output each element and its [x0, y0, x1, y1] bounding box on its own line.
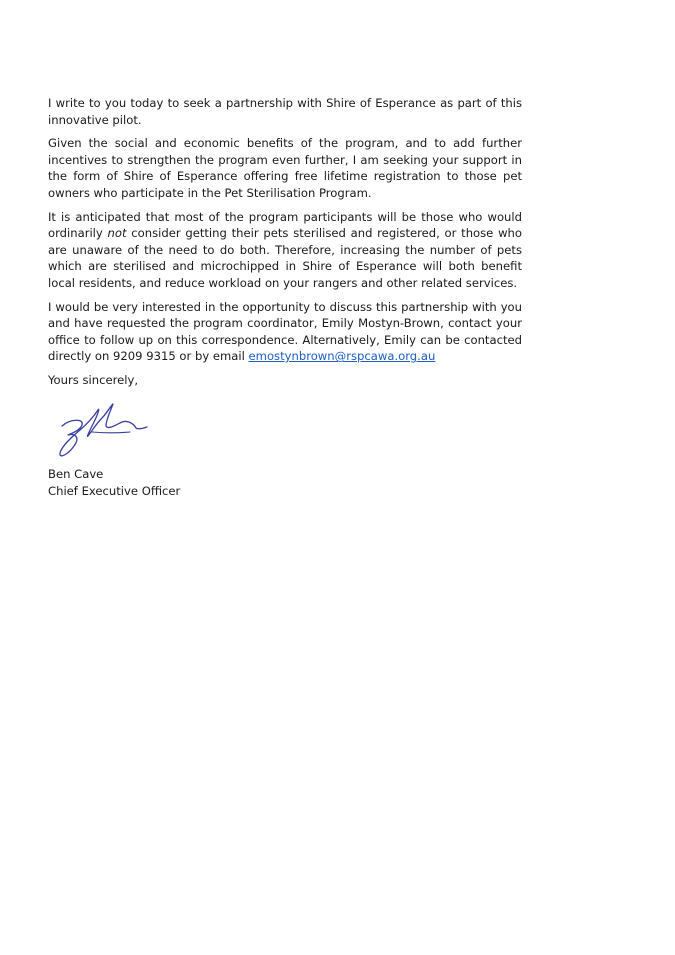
paragraph-3-start: It is anticipated that most of the program participants will be those who would ordinarily — [48, 209, 522, 241]
paragraph-contact — [48, 299, 522, 365]
paragraph-anticipated-participants — [48, 209, 522, 292]
signatory-block — [48, 466, 180, 499]
paragraph-3-end: consider getting their pets sterilised and registered, or those who are unaware of the need to do both. Therefore, increasing the number of pets which are sterilised and microchipped in Shire of Esperance will both benefit local residents, and reduce workload on your rangers and other related services. — [48, 226, 522, 290]
signature-icon — [52, 400, 152, 462]
closing-salutation: Yours sincerely, — [48, 372, 139, 387]
letter-body — [48, 95, 522, 389]
signatory-title: Chief Executive Officer — [48, 483, 181, 498]
paragraph-4-text: I would be very interested in the opportunity to discuss this partnership with you and have requested the program coordinator, Emily Mostyn-Brown, contact your office to follow up on this correspondence. Alternatively, Emily can be contacted directly on 9209 9315 or by email — [48, 299, 522, 364]
paragraph-intro: I write to you today to seek a partnership with Shire of Esperance as part of this innovative pilot. — [48, 96, 522, 127]
emphasis-not: not — [107, 226, 127, 241]
signatory-name: Ben Cave — [48, 467, 104, 481]
email-link[interactable]: emostynbrown@rspcawa.org.au — [248, 349, 436, 364]
paragraph-support-request: Given the social and economic benefits of the program, and to add further incentives to strengthen the program even further, I am seeking your support in the form of Shire of Esperance offering free lifetime registration to those pet owners who participate in the Pet Sterilisation Program. — [48, 136, 522, 200]
